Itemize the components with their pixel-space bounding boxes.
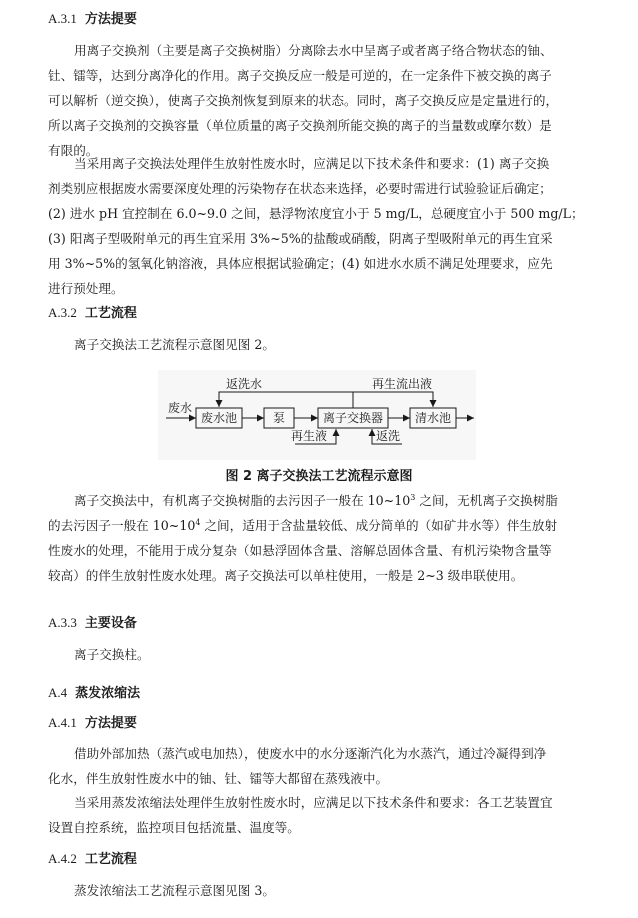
paragraph-evaporation-conditions xyxy=(48,790,606,840)
heading-a4 xyxy=(48,682,140,701)
figure-2-caption: 图 2 离子交换法工艺流程示意图 xyxy=(225,469,413,484)
text-line: 离子交换法工艺流程示意图见图 2。 xyxy=(74,337,275,352)
heading-number: A.3.2 xyxy=(48,305,77,320)
heading-a41 xyxy=(48,712,137,731)
text-line: 所以离子交换剂的交换容量（单位质量的离子交换剂所能交换的离子的当量数或摩尔数）是 xyxy=(48,118,552,133)
paragraph-technical-conditions xyxy=(48,151,606,301)
heading-number: A.4 xyxy=(48,685,68,700)
paragraph-figure2-ref xyxy=(48,332,606,357)
heading-a32 xyxy=(48,302,137,321)
text-line: 剂类别应根据废水需要深度处理的污染物存在状态来选择，必要时需进行试验验证后确定； xyxy=(48,181,552,196)
text-line: 较高）的伴生放射性废水处理。离子交换法可以单柱使用，一般是 2~3 级串联使用。 xyxy=(48,568,524,583)
paragraph-equipment xyxy=(48,642,606,667)
text-line: 离子交换柱。 xyxy=(74,647,150,662)
ion-exchanger-label: 离子交换器 xyxy=(322,411,384,425)
text-line: 蒸发浓缩法工艺流程示意图见图 3。 xyxy=(74,883,275,898)
text-line: 用 3%~5%的氢氧化钠溶液，具体应根据试验确定；(4) 如进水水质不满足处理要求，应先 xyxy=(48,256,553,271)
text-line: 借助外部加热（蒸汽或电加热），使废水中的水分逐渐汽化为水蒸汽，通过冷凝得到净 xyxy=(74,746,547,761)
text-line: 当采用蒸发浓缩法处理伴生放射性废水时，应满足以下技术条件和要求：各工艺装置宜 xyxy=(74,795,553,810)
heading-a33 xyxy=(48,612,137,631)
superscript: 3 xyxy=(410,493,416,502)
heading-title: 工艺流程 xyxy=(84,852,137,867)
rinse-label: 返洗 xyxy=(376,429,401,443)
text-line: 进行预处理。 xyxy=(48,281,124,296)
text-line: (3) 阳离子型吸附单元的再生宜采用 3%~5%的盐酸或硝酸，阴离子型吸附单元的再生宜采 xyxy=(48,231,553,246)
regen-outflow-label: 再生流出液 xyxy=(372,377,433,391)
heading-number: A.4.2 xyxy=(48,851,77,866)
text-line: 有限的。 xyxy=(48,143,99,158)
text-line: 设置自控系统，监控项目包括流量、温度等。 xyxy=(48,820,300,835)
heading-title: 主要设备 xyxy=(84,616,137,631)
backwash-label: 返洗水 xyxy=(226,377,263,391)
paragraph-method-summary xyxy=(48,38,606,163)
heading-number: A.4.1 xyxy=(48,715,77,730)
text-line: 可以解析（逆交换），使离子交换剂恢复到原来的状态。同时，离子交换反应是定量进行的， xyxy=(48,93,559,108)
heading-title: 方法提要 xyxy=(84,12,137,27)
text-fragment: 之间，适用于含盐量较低、成分简单的（如矿井水等）伴生放射 xyxy=(200,518,558,533)
paragraph-evaporation-summary xyxy=(48,741,606,791)
wastewater-tank-label: 废水池 xyxy=(200,411,238,425)
clear-water-tank-label: 清水池 xyxy=(414,411,452,425)
heading-title: 工艺流程 xyxy=(84,306,137,321)
text-line: (2) 进水 pH 宜控制在 6.0~9.0 之间，悬浮物浓度宜小于 5 mg/L，总硬度宜小于 500 mg/L； xyxy=(48,206,584,221)
heading-number: A.3.3 xyxy=(48,615,77,630)
text-line: 钍、镭等，达到分离净化的作用。离子交换反应一般是可逆的，在一定条件下被交换的离子 xyxy=(48,68,552,83)
heading-a31 xyxy=(48,8,137,27)
heading-title: 方法提要 xyxy=(84,716,137,731)
paragraph-decontamination-factor xyxy=(48,488,606,588)
superscript: 4 xyxy=(195,518,201,527)
ion-exchange-flow-diagram xyxy=(0,370,638,462)
heading-title: 蒸发浓缩法 xyxy=(75,686,141,701)
heading-a42 xyxy=(48,848,137,867)
text-line: 当采用离子交换法处理伴生放射性废水时，应满足以下技术条件和要求：(1) 离子交换 xyxy=(74,156,550,171)
text-line: 用离子交换剂（主要是离子交换树脂）分离除去水中呈离子或者离子络合物状态的铀、 xyxy=(74,43,553,58)
regen-inflow-label: 再生液 xyxy=(291,429,328,443)
text-fragment: 之间，无机离子交换树脂 xyxy=(415,493,558,508)
inlet-label: 废水 xyxy=(168,401,193,415)
pump-label: 泵 xyxy=(272,411,286,425)
text-line: 化水，伴生放射性废水中的铀、钍、镭等大都留在蒸残液中。 xyxy=(48,771,389,786)
text-line: 性废水的处理，不能用于成分复杂（如悬浮固体含量、溶解总固体含量、有机污染物含量等 xyxy=(48,543,552,558)
paragraph-figure3-ref xyxy=(48,878,606,903)
text-line xyxy=(48,488,606,513)
text-line xyxy=(48,513,606,538)
heading-number: A.3.1 xyxy=(48,11,77,26)
text-fragment: 的去污因子一般在 10~10 xyxy=(48,518,196,533)
text-fragment: 离子交换法中，有机离子交换树脂的去污因子一般在 10~10 xyxy=(74,493,411,508)
